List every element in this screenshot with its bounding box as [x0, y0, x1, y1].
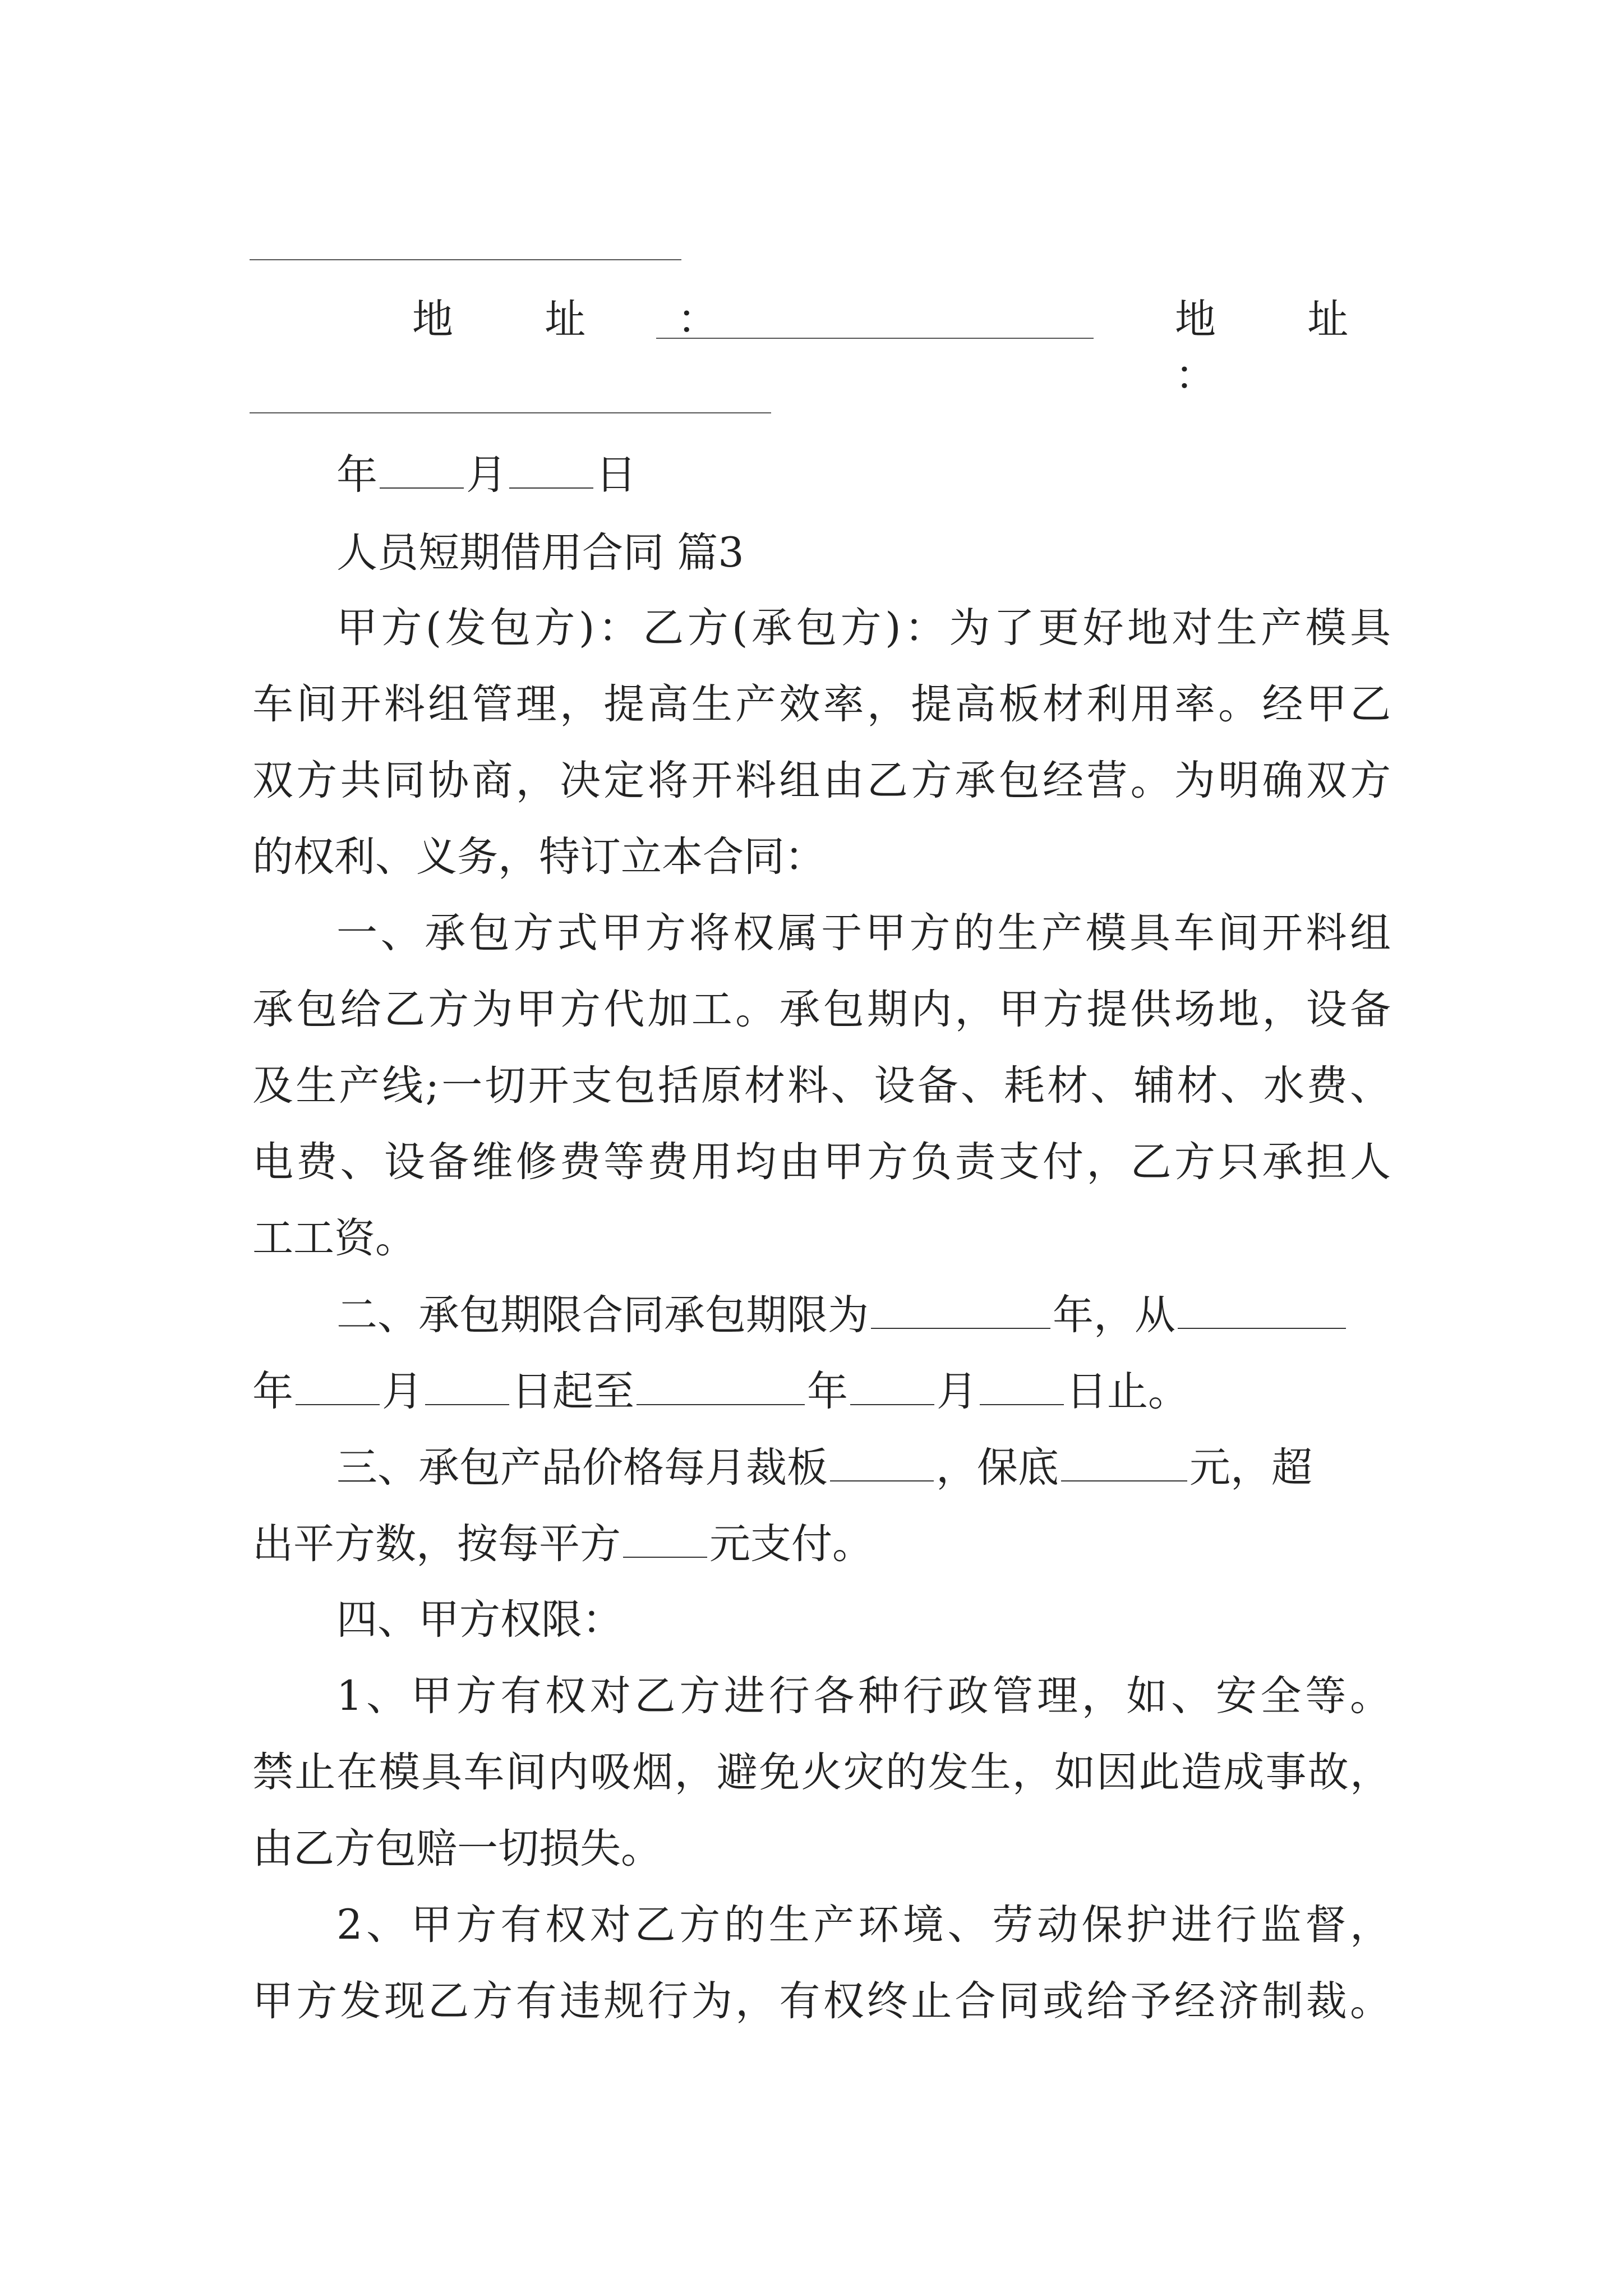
clause3-line-2: 出平方数，按每平方 元支付。: [252, 1516, 1391, 1572]
end-year-blank: [637, 1363, 805, 1405]
start-year-blank: [1178, 1287, 1346, 1329]
signature-line-top: [250, 259, 681, 260]
item1-line-3: 由乙方包赔一切损失。: [252, 1825, 662, 1872]
address-row: [252, 292, 1391, 399]
end-day-blank: [980, 1363, 1064, 1405]
clause1-line-5: 工工资。: [252, 1214, 416, 1262]
clause1-line-4: 电费、设备维修费等费用均由甲方负责支付，乙方只承担人: [252, 1138, 1391, 1186]
year-blank: [380, 447, 464, 489]
clause4-heading: 四、甲方权限：: [336, 1596, 623, 1644]
end-month-blank: [850, 1363, 934, 1405]
intro-line-3: 双方共同协商，决定将开料组由乙方承包经营。为明确双方: [252, 757, 1391, 804]
clause2-line-2: 年 月 日起至 年 月 日止。: [252, 1363, 1391, 1420]
section-title: 人员短期借用合同 篇3: [336, 529, 744, 577]
address-blank-party-a: [656, 338, 1094, 339]
clause1-line-2: 承包给乙方为甲方代加工。承包期内，甲方提供场地，设备: [252, 986, 1391, 1033]
clause2-line-1: 二、承包期限合同承包期限为 年，从: [336, 1287, 1391, 1343]
clause1-line-3: 及生产线;一切开支包括原材料、设备、耗材、辅材、水费、: [252, 1062, 1391, 1110]
start-day-blank: [425, 1363, 509, 1405]
item2-line-1: 2、甲方有权对乙方的生产环境、劳动保护进行监督，: [336, 1901, 1391, 1949]
address-label-party-a: 地 址 ：: [412, 296, 758, 343]
guarantee-blank: [1061, 1439, 1187, 1481]
intro-line-2: 车间开料组管理，提高生产效率，提高板材利用率。经甲乙: [252, 680, 1391, 728]
month-blank: [509, 447, 593, 489]
intro-line-1: 甲方(发包方)：乙方(承包方)：为了更好地对生产模具: [336, 604, 1391, 652]
term-years-blank: [871, 1287, 1050, 1329]
intro-line-4: 的权利、义务，特订立本合同：: [252, 833, 826, 881]
item1-line-2: 禁止在模具车间内吸烟，避免火灾的发生，如因此造成事故，: [252, 1749, 1391, 1796]
address-label-party-b: 地 址 ：: [1175, 296, 1388, 399]
monthly-board-blank: [830, 1439, 934, 1481]
clause3-line-1: 三、承包产品价格每月裁板 ，保底 元，超: [336, 1439, 1391, 1496]
price-per-sqm-blank: [623, 1516, 707, 1558]
date-line: 年 月 日: [336, 447, 1475, 503]
start-month-blank: [296, 1363, 380, 1405]
address-blank-party-b: [250, 412, 771, 413]
item1-line-1: 1、甲方有权对乙方进行各种行政管理，如、安全等。: [336, 1672, 1391, 1720]
clause1-line-1: 一、承包方式甲方将权属于甲方的生产模具车间开料组: [336, 909, 1391, 957]
item2-line-2: 甲方发现乙方有违规行为，有权终止合同或给予经济制裁。: [252, 1977, 1391, 2025]
